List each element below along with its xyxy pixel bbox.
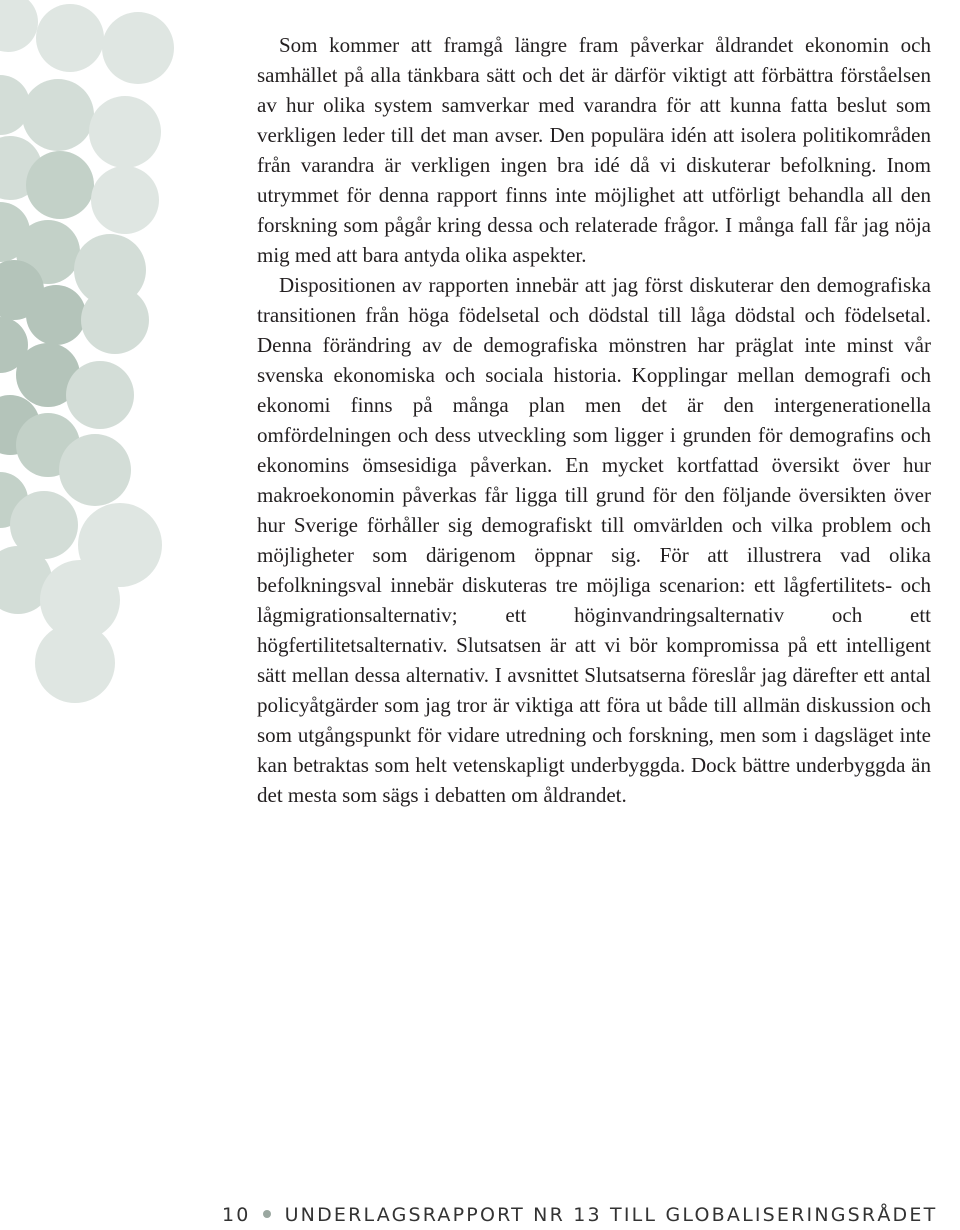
decorative-dot (0, 0, 38, 52)
decorative-dot (102, 12, 174, 84)
decorative-dot (91, 166, 159, 234)
decorative-dot (89, 96, 161, 168)
decorative-dot (26, 151, 94, 219)
bullet-dot-icon (263, 1210, 271, 1218)
decorative-dot (36, 4, 104, 72)
page-number: 10 (222, 1204, 251, 1226)
decorative-dot (35, 623, 115, 703)
decorative-dot (81, 286, 149, 354)
paragraph-1: Som kommer att framgå längre fram påverkar åldrandet ekonomin och samhället på alla tänkbara sätt och det är därför viktigt att förbättra förståelsen av hur olika system samverkar med varandra för att kunna fatta beslut som verkligen leder till det man avser. Den populära idén att isolera politikområden från varandra är verkligen ingen bra idé då vi diskuterar befolkning. Inom utrymmet för denna rapport finns inte möjlighet att utförligt behandla all den forskning som pågår kring dessa och relaterade frågor. I många fall får jag nöja mig med att bara antyda olika aspekter. (257, 33, 931, 267)
decorative-dot (66, 361, 134, 429)
page-footer (222, 1204, 938, 1230)
footer-title: UNDERLAGSRAPPORT NR 13 TILL GLOBALISERINGSRÅDET (284, 1204, 938, 1226)
decorative-dot (59, 434, 131, 506)
decorative-dot (22, 79, 94, 151)
decorative-dot (26, 285, 86, 345)
paragraph-2: Dispositionen av rapporten innebär att jag först diskuterar den demografiska transitionen från höga födelsetal och dödstal till låga dödstal och födelsetal. Denna förändring av de demografiska mönstren har präglat inte minst vår svenska ekonomiska och sociala historia. Kopplingar mellan demografi och ekonomi finns på många plan men det är den intergenerationella omfördelningen och dess utveckling som ligger i grunden för demografins och ekonomins ömsesidiga påverkan. En mycket kortfattad översikt över hur makroekonomin påverkas får ligga till grund för den följande översikten över hur Sverige förhåller sig demografiskt till omvärlden och vilka problem och möjligheter som därigenom öppnar sig. För att illustrera vad olika befolkningsval innebär diskuteras tre möjliga scenarion: ett lågfertilitets- och lågmigrationsalternativ; ett höginvandringsalternativ och ett högfertilitetsalternativ. Slutsatsen är att vi bör kompromissa på ett intelligent sätt mellan dessa alternativ. I avsnittet Slutsatserna föreslår jag därefter ett antal policyåtgärder som jag tror är viktiga att föra ut både till allmän diskussion och som utgångspunkt för vidare utredning och forskning, men som i dagsläget inte kan betraktas som helt vetenskapligt underbyggda. Dock bättre underbyggda än det mesta som sägs i debatten om åldrandet. (257, 273, 931, 807)
body-text (257, 30, 931, 810)
decorative-dot-pattern (0, 0, 260, 760)
